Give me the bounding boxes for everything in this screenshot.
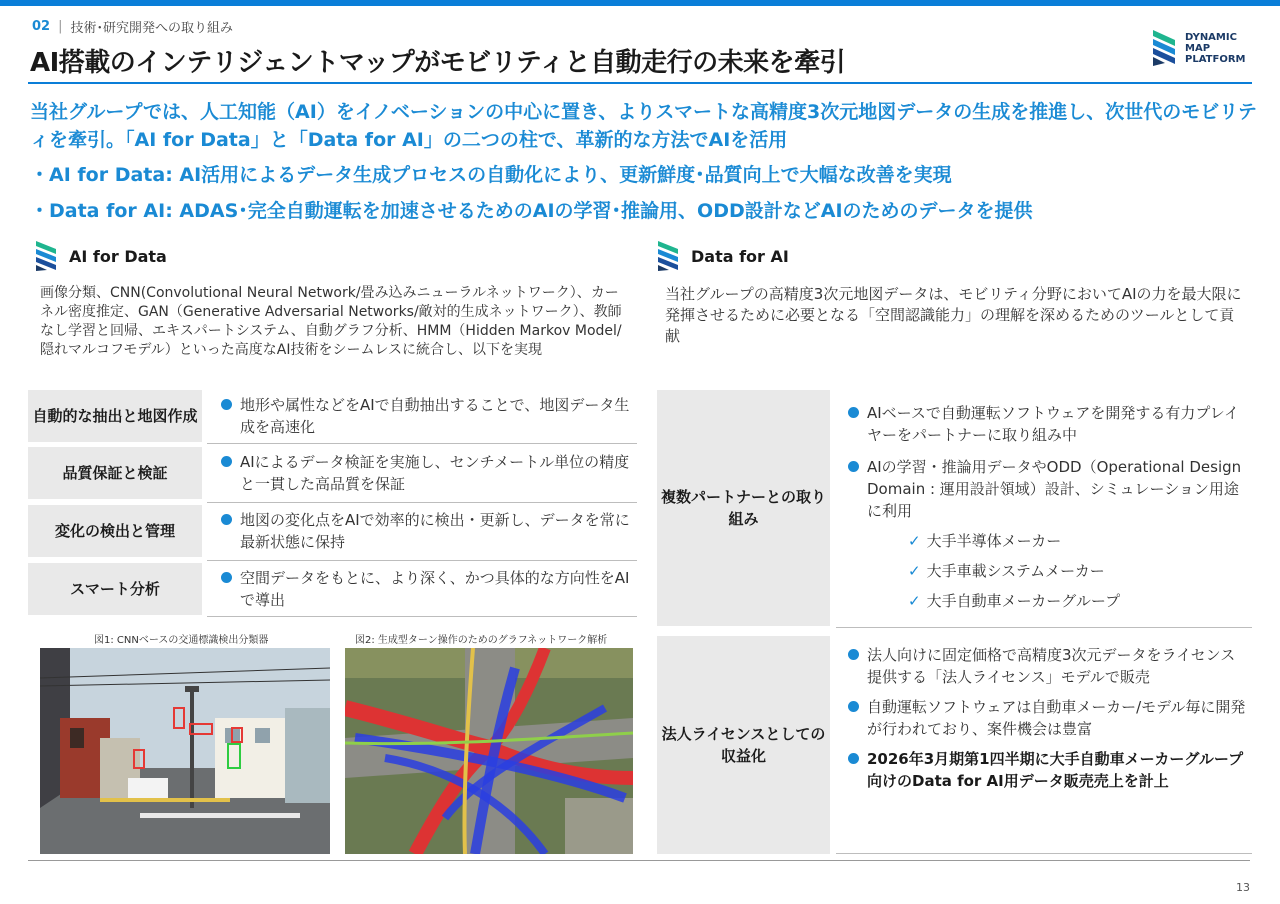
stripe-logo-icon	[657, 240, 679, 272]
bullet-dot-icon	[221, 399, 232, 410]
row-label-extraction: 自動的な抽出と地図作成	[28, 390, 202, 442]
figure2-graph-network-image	[345, 648, 633, 854]
bullet-dot-icon	[848, 701, 859, 712]
partner-check-2: 大手車載システムメーカー	[926, 562, 1105, 580]
checkmark-icon: ✓	[908, 592, 921, 610]
row-label-quality: 品質保証と検証	[28, 447, 202, 499]
bullet-dot-icon	[221, 456, 232, 467]
lead-bullet-ai-for-data: ・AI for Data: AI活用によるデータ生成プロセスの自動化により、更新鮮度･品質向上で大幅な改善を実現	[30, 164, 952, 186]
page-title: AI搭載のインテリジェントマップがモビリティと自動走行の未来を牽引	[30, 48, 846, 78]
stripe-logo-icon	[35, 240, 57, 272]
section-number: 02	[32, 19, 51, 34]
partner-bullet-2: AIの学習・推論用データやODD（Operational Design Domain : 運用設計領域）設計、シミュレーション用途に利用	[867, 458, 1242, 520]
page-number: 13	[1236, 881, 1250, 894]
figure2-caption: 図2: 生成型ターン操作のためのグラフネットワーク解析	[355, 635, 608, 646]
partner-check-1: 大手半導体メーカー	[926, 532, 1062, 550]
checkmark-icon: ✓	[908, 532, 921, 550]
figure1-traffic-sign-image	[40, 648, 330, 854]
bullet-dot-icon	[848, 461, 859, 472]
top-accent-bar	[0, 0, 1280, 6]
lead-bullet-data-for-ai: ・Data for AI: ADAS･完全自動運転を加速させるためのAIの学習･推論用、ODD設計などAIのためのデータを提供	[30, 200, 1033, 222]
logo-text-1: DYNAMIC	[1185, 31, 1237, 43]
section-tag	[32, 17, 233, 36]
row-text-quality: AIによるデータ検証を実施し、センチメートル単位の精度と一貫した高品質を保証	[240, 453, 630, 493]
license-highlight: 2026年3月期第1四半期に大手自動車メーカーグループ向けのData for AI用データ販売売上を計上	[867, 750, 1244, 790]
logo-mark-icon	[1151, 28, 1177, 68]
bullet-dot-icon	[848, 649, 859, 660]
data-for-ai-title: Data for AI	[691, 246, 789, 266]
row-label-license: 法人ライセンスとしての収益化	[657, 636, 830, 854]
lead-text: 当社グループでは、人工知能（AI）をイノベーションの中心に置き、よりスマートな高精度3次元地図データの生成を推進し、次世代のモビリティを牽引。「AI for Data」と「Data for AI」の二つの柱で、革新的な方法でAIを活用	[30, 101, 1257, 151]
ai-for-data-description: 画像分類、CNN(Convolutional Neural Network/畳み込みニューラルネットワーク）、カーネル密度推定、GAN（Generative Adversarial Networks/敵対的生成ネットワーク）、教師なし学習と回帰、エキスパートシステム、自動グラフ分析、HMM（Hidden Markov Model/隠れマルコフモデル）といった高度なAI技術をシームレスに統合し、以下を実現	[40, 285, 622, 358]
company-logo	[1151, 28, 1245, 68]
row-body-partners	[836, 390, 1252, 628]
data-for-ai-heading	[657, 240, 789, 272]
checkmark-icon: ✓	[908, 562, 921, 580]
ai-for-data-heading	[35, 240, 167, 272]
bullet-dot-icon	[221, 514, 232, 525]
bullet-dot-icon	[848, 753, 859, 764]
license-bullet-2: 自動運転ソフトウェアは自動車メーカー/モデル毎に開発が行われており、案件機会は豊富	[867, 698, 1246, 738]
row-label-analysis: スマート分析	[28, 563, 202, 615]
logo-text-2: MAP	[1185, 42, 1211, 54]
ai-for-data-title: AI for Data	[69, 246, 167, 266]
title-divider	[28, 82, 1252, 84]
row-body-quality	[207, 447, 637, 503]
data-for-ai-description: 当社グループの高精度3次元地図データは、モビリティ分野においてAIの力を最大限に発揮させるために必要となる「空間認識能力」の理解を深めるためのツールとして貢献	[665, 285, 1242, 345]
row-label-partners: 複数パートナーとの取り組み	[657, 390, 830, 626]
row-body-license	[836, 636, 1252, 854]
row-body-analysis	[207, 563, 637, 617]
partner-bullet-1: AIベースで自動運転ソフトウェアを開発する有力プレイヤーをパートナーに取り組み中	[867, 404, 1239, 444]
figure1-caption: 図1: CNNベースの交通標識検出分類器	[94, 635, 269, 646]
row-text-analysis: 空間データをもとに、より深く、かつ具体的な方向性をAIで導出	[240, 569, 630, 609]
section-separator: |	[58, 19, 63, 34]
logo-text-3: PLATFORM	[1185, 53, 1246, 65]
row-text-extraction: 地形や属性などをAIで自動抽出することで、地図データ生成を高速化	[240, 396, 630, 436]
row-label-change: 変化の検出と管理	[28, 505, 202, 557]
row-text-change: 地図の変化点をAIで効率的に検出・更新し、データを常に最新状態に保持	[240, 511, 630, 551]
row-body-change	[207, 505, 637, 561]
section-label: 技術･研究開発への取り組み	[70, 21, 233, 36]
partner-check-3: 大手自動車メーカーグループ	[926, 592, 1121, 610]
license-bullet-1: 法人向けに固定価格で高精度3次元データをライセンス提供する「法人ライセンス」モデルで販売	[867, 646, 1236, 686]
bullet-dot-icon	[221, 572, 232, 583]
bullet-dot-icon	[848, 407, 859, 418]
bottom-divider	[28, 860, 1250, 861]
row-body-extraction	[207, 390, 637, 444]
